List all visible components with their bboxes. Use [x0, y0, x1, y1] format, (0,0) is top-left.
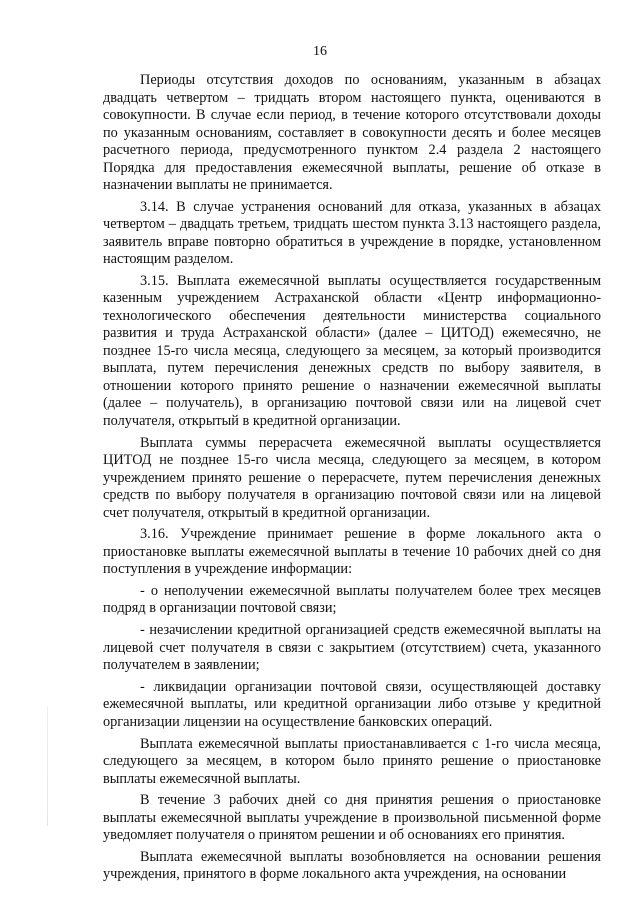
- scan-margin-mark: [47, 706, 48, 826]
- paragraph-recalculation-payment: Выплата суммы перерасчета ежемесячной выплаты осуществляется ЦИТОД не позднее 15-го числа месяца, следующего за месяцем, в котором учреждением принято решение о перерасчете, путем перечисления денежных средств по выбору получателя в организацию почтовой связи или на лицевой счет получателя, открытый в кредитной организации.: [103, 434, 601, 521]
- paragraph-resumption: Выплата ежемесячной выплаты возобновляется на основании решения учреждения, принятого в форме локального акта учреждения, на основании: [103, 848, 601, 883]
- paragraph-3-16: 3.16. Учреждение принимает решение в форме локального акта о приостановке выплаты ежемесячной выплаты в течение 10 рабочих дней со дня поступления в учреждение информации:: [103, 526, 601, 578]
- list-item-non-receipt: - о неполучении ежемесячной выплаты получателем более трех месяцев подряд в организации почтовой связи;: [103, 582, 601, 617]
- list-item-liquidation: - ликвидации организации почтовой связи, осуществляющей доставку ежемесячной выплаты, или кредитной организации либо отзыве у кредитной организации лицензии на осуществление банковских операций.: [103, 678, 601, 730]
- paragraph-3-14: 3.14. В случае устранения оснований для отказа, указанных в абзацах четвертом – двадцать третьем, тридцать шестом пункта 3.13 настоящего раздела, заявитель вправе повторно обратиться в учреждение в порядке, установленном настоящим разделом.: [103, 198, 601, 268]
- list-item-non-crediting: - незачислении кредитной организацией средств ежемесячной выплаты на лицевой счет получателя в связи с закрытием (отсутствием) счета, указанного получателем в заявлении;: [103, 622, 601, 674]
- document-body: [103, 72, 601, 888]
- paragraph-suspension: Выплата ежемесячной выплаты приостанавливается с 1-го числа месяца, следующего за месяцем, в котором было принято решение о приостановке выплаты ежемесячной выплаты.: [103, 735, 601, 787]
- page-number: 16: [313, 44, 327, 59]
- paragraph-notification: В течение 3 рабочих дней со дня принятия решения о приостановке выплаты ежемесячной выплаты учреждение в произвольной письменной форме уведомляет получателя о принятом решении и об основаниях его принятия.: [103, 792, 601, 844]
- paragraph-3-15: 3.15. Выплата ежемесячной выплаты осуществляется государственным казенным учреждением Астраханской области «Центр информационно-технологического обеспечения деятельности министерства социального развития и труда Астраханской области» (далее – ЦИТОД) ежемесячно, не позднее 15-го числа месяца, следующего за месяцем, за который производится выплата, путем перечисления денежных средств по выбору заявителя, в отношении которого принято решение о назначении ежемесячной выплаты (далее – получатель), в организацию почтовой связи или на лицевой счет получателя, открытый в кредитной организации.: [103, 272, 601, 429]
- paragraph-income-absence: Периоды отсутствия доходов по основаниям, указанным в абзацах двадцать четвертом – тридцать втором настоящего пункта, оцениваются в совокупности. В случае если период, в течение которого отсутствовали доходы по указанным основаниям, составляет в совокупности десять и более месяцев расчетного периода, предусмотренного пунктом 2.4 раздела 2 настоящего Порядка для предоставления ежемесячной выплаты, решение об отказе в назначении выплаты не принимается.: [103, 72, 601, 193]
